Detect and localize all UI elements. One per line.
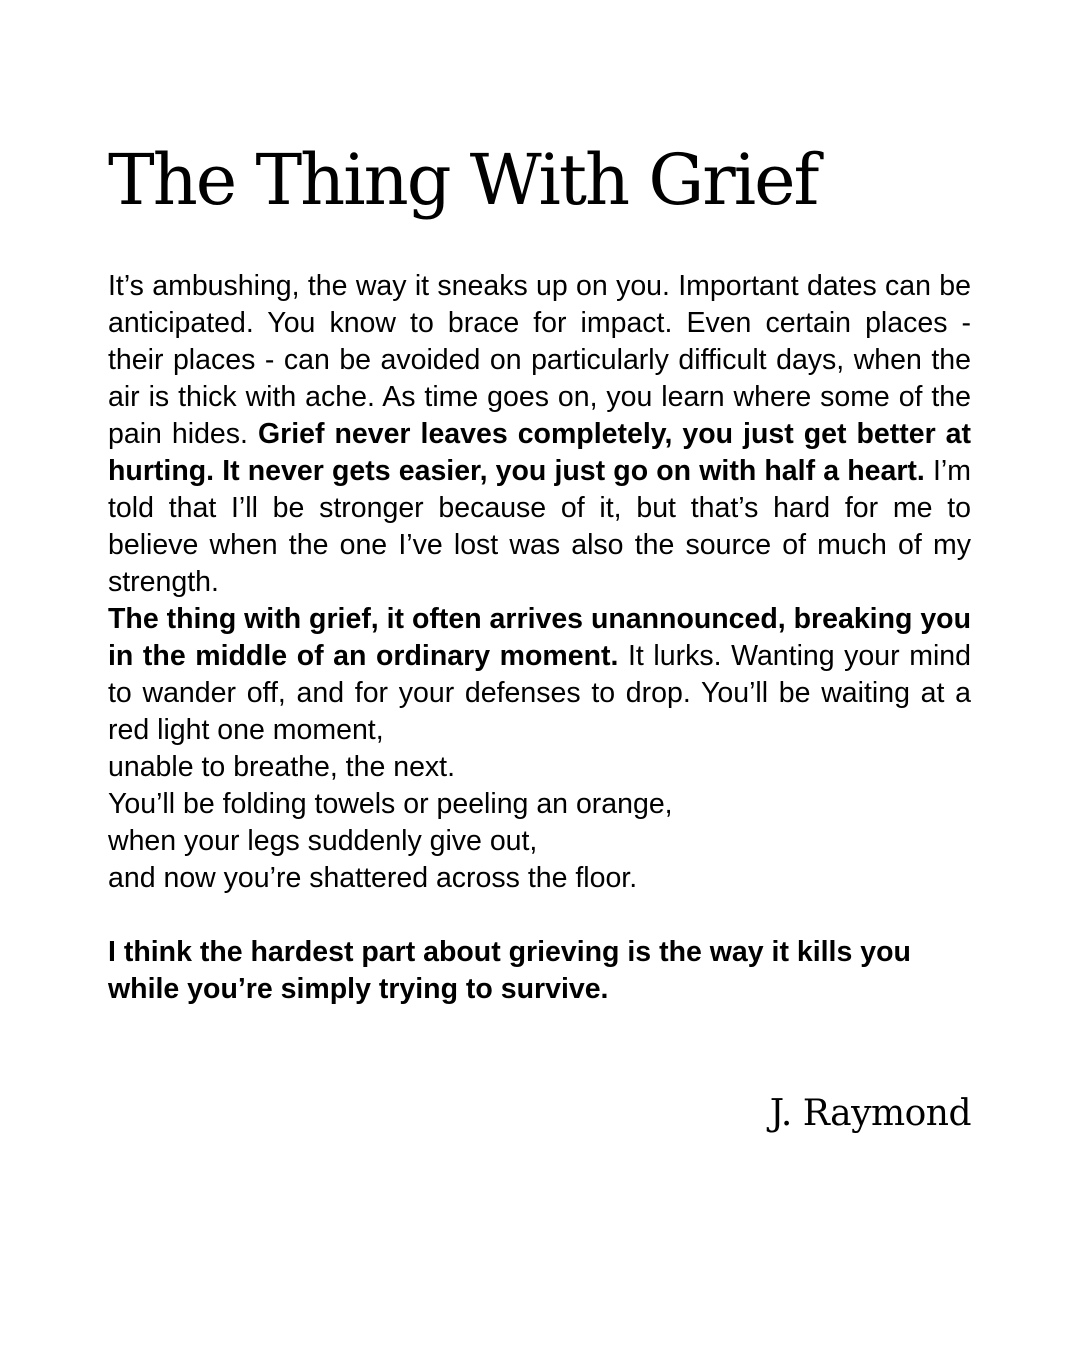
paragraph-1-text-2: I’m told that I’ll be stronger because of it, but that’s hard for me to believe when the one I’ve lost was also the source of much of my strength. bbox=[108, 455, 971, 598]
paragraph-1-text-1: It’s ambushing, the way it sneaks up on you. Important dates can be anticipated. You know to brace for impact. Even certain places - their places - can be avoided on particularly difficult days, when the air is thick with ache. As time goes on, you learn where some of the pain hides. bbox=[108, 270, 971, 450]
poem-line: when your legs suddenly give out, bbox=[108, 825, 538, 857]
paragraph-2 bbox=[108, 601, 971, 749]
poem-line: You’ll be folding towels or peeling an orange, bbox=[108, 788, 673, 820]
paragraph-1 bbox=[108, 268, 971, 601]
poem-line: and now you’re shattered across the floor. bbox=[108, 862, 638, 894]
paragraph-2-emphasis: The thing with grief, it often arrives unannounced, breaking you in the middle of an ordinary moment. bbox=[108, 603, 971, 672]
paragraph-1-emphasis: Grief never leaves completely, you just get better at hurting. It never gets easier, you just go on with half a heart. bbox=[108, 418, 972, 487]
author-signature: J. Raymond bbox=[769, 1093, 971, 1134]
closing-statement: I think the hardest part about grieving is the way it kills you while you’re simply trying to survive. bbox=[108, 936, 911, 1005]
poem-body bbox=[108, 268, 971, 1008]
page-title: The Thing With Grief bbox=[108, 139, 818, 221]
poem-page bbox=[108, 0, 971, 1350]
paragraph-2-text-1: It lurks. Wanting your mind to wander off, and for your defenses to drop. You’ll be waiting at a red light one moment, bbox=[108, 640, 971, 746]
poem-line: unable to breathe, the next. bbox=[108, 751, 456, 783]
